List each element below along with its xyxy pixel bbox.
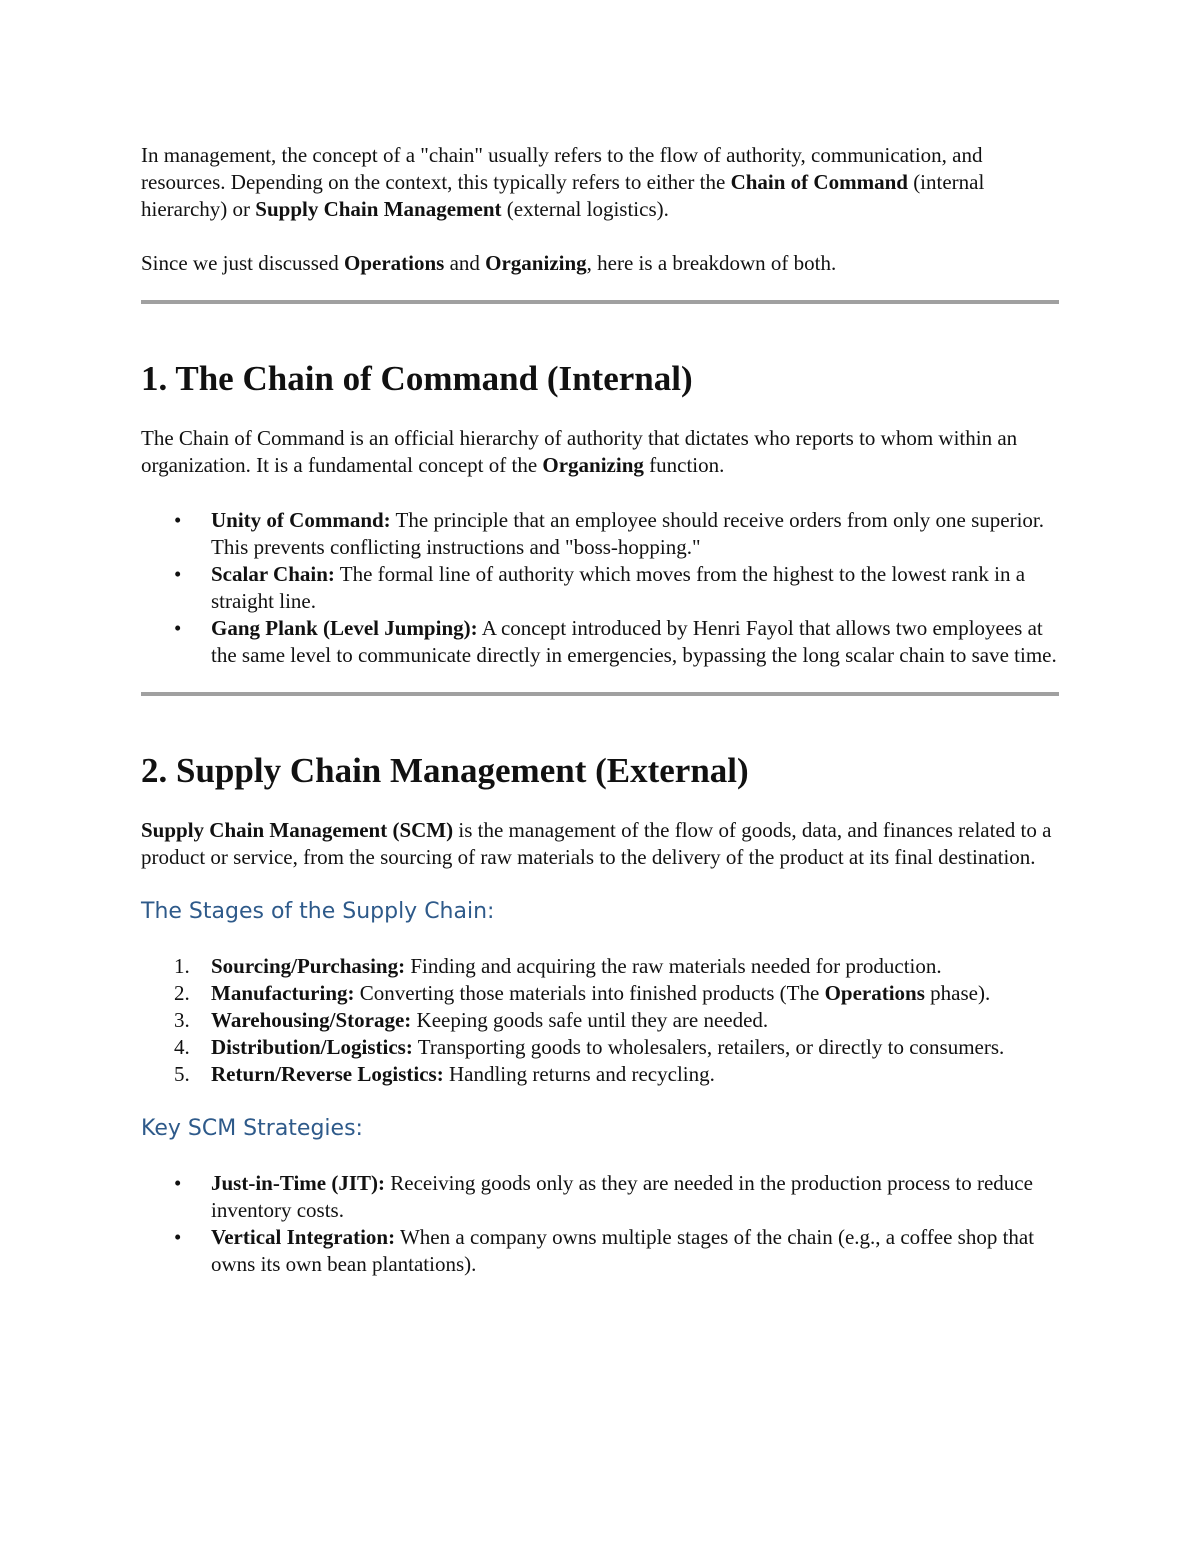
list-number: 3. — [174, 1008, 190, 1032]
strategies-heading: Key SCM Strategies: — [141, 1116, 363, 1141]
list-item — [141, 507, 1059, 561]
intro-text: Since we just discussed — [141, 251, 344, 275]
list-item-text: Keeping goods safe until they are needed. — [411, 1008, 769, 1032]
list-item — [141, 1034, 1059, 1061]
section-2-heading: 2. Supply Chain Management (External) — [141, 751, 749, 790]
list-item-text: Finding and acquiring the raw materials needed for production. — [405, 954, 942, 978]
bullet-icon: • — [174, 1225, 182, 1249]
list-item-text: When a company owns multiple stages of the chain (e.g., a coffee shop that owns its own bean plantations). — [211, 1225, 1035, 1276]
list-item — [141, 1061, 1059, 1088]
bullet-icon: • — [174, 1171, 182, 1195]
list-item-text: Receiving goods only as they are needed in the production process to reduce inventory costs. — [211, 1171, 1033, 1222]
list-item-term: Gang Plank (Level Jumping): — [211, 616, 478, 640]
section-2-paragraph — [141, 817, 1059, 871]
list-item-term: Scalar Chain: — [211, 562, 335, 586]
document-page — [141, 142, 1059, 1278]
list-item-bold-operations: Operations — [824, 981, 925, 1005]
stages-heading: The Stages of the Supply Chain: — [141, 899, 495, 924]
list-item-term: Vertical Integration: — [211, 1225, 396, 1249]
list-item — [141, 1224, 1059, 1278]
list-item-text: The formal line of authority which moves from the highest to the lowest rank in a straight line. — [211, 562, 1026, 613]
bullet-icon: • — [174, 562, 182, 586]
list-item-term: Warehousing/Storage: — [211, 1008, 412, 1032]
intro-paragraph-2 — [141, 250, 1059, 277]
section-1-text: function. — [643, 453, 725, 477]
strategies-bullet-list — [141, 1170, 1059, 1278]
list-item — [141, 1007, 1059, 1034]
intro-text: and — [444, 251, 486, 275]
section-1-paragraph — [141, 425, 1059, 479]
list-number: 5. — [174, 1062, 190, 1086]
intro-text: (external logistics). — [501, 197, 669, 221]
bullet-icon: • — [174, 508, 182, 532]
horizontal-rule — [141, 300, 1059, 304]
list-item-text: phase). — [924, 981, 991, 1005]
list-item — [141, 561, 1059, 615]
bullet-icon: • — [174, 616, 182, 640]
section-1-bullet-list — [141, 507, 1059, 669]
list-item-term: Return/Reverse Logistics: — [211, 1062, 444, 1086]
intro-paragraph-1 — [141, 142, 1059, 223]
list-item-text: A concept introduced by Henri Fayol that allows two employees at the same level to communicate directly in emergencies, bypassing the long scalar chain to save time. — [211, 616, 1057, 667]
list-item-text: Handling returns and recycling. — [443, 1062, 715, 1086]
list-item-term: Just-in-Time (JIT): — [211, 1171, 386, 1195]
intro-text: In management, the concept of a "chain" usually refers to the flow of authority, communication, and resources. Depending on the context, this typically refers to either the — [141, 143, 983, 194]
horizontal-rule — [141, 692, 1059, 696]
stages-numbered-list — [141, 953, 1059, 1088]
list-item-term: Manufacturing: — [211, 981, 355, 1005]
list-item-text: The principle that an employee should receive orders from only one superior. This prevents conflicting instructions and "boss-hopping." — [211, 508, 1044, 559]
list-item-text: Converting those materials into finished products (The — [354, 981, 825, 1005]
list-item — [141, 615, 1059, 669]
intro-bold-chain-of-command: Chain of Command — [730, 170, 908, 194]
list-item — [141, 980, 1059, 1007]
list-item-term: Distribution/Logistics: — [211, 1035, 413, 1059]
list-item-term: Unity of Command: — [211, 508, 391, 532]
section-2-text: is the management of the flow of goods, data, and finances related to a product or service, from the sourcing of raw materials to the delivery of the product at its final destination. — [141, 818, 1052, 869]
intro-bold-organizing: Organizing — [485, 251, 587, 275]
intro-bold-supply-chain-management: Supply Chain Management — [255, 197, 502, 221]
section-1-text: The Chain of Command is an official hierarchy of authority that dictates who reports to whom within an organization. It is a fundamental concept of the — [141, 426, 1018, 477]
list-number: 2. — [174, 981, 190, 1005]
intro-text: , here is a breakdown of both. — [586, 251, 837, 275]
intro-text: (internal hierarchy) or — [141, 170, 985, 221]
section-1-heading: 1. The Chain of Command (Internal) — [141, 359, 693, 398]
list-number: 1. — [174, 954, 190, 978]
list-item — [141, 1170, 1059, 1224]
intro-bold-operations: Operations — [343, 251, 445, 275]
list-item-text: Transporting goods to wholesalers, retailers, or directly to consumers. — [412, 1035, 1005, 1059]
list-number: 4. — [174, 1035, 190, 1059]
list-item — [141, 953, 1059, 980]
section-2-bold-scm: Supply Chain Management (SCM) — [141, 818, 454, 842]
list-item-term: Sourcing/Purchasing: — [211, 954, 406, 978]
section-1-bold-organizing: Organizing — [542, 453, 644, 477]
